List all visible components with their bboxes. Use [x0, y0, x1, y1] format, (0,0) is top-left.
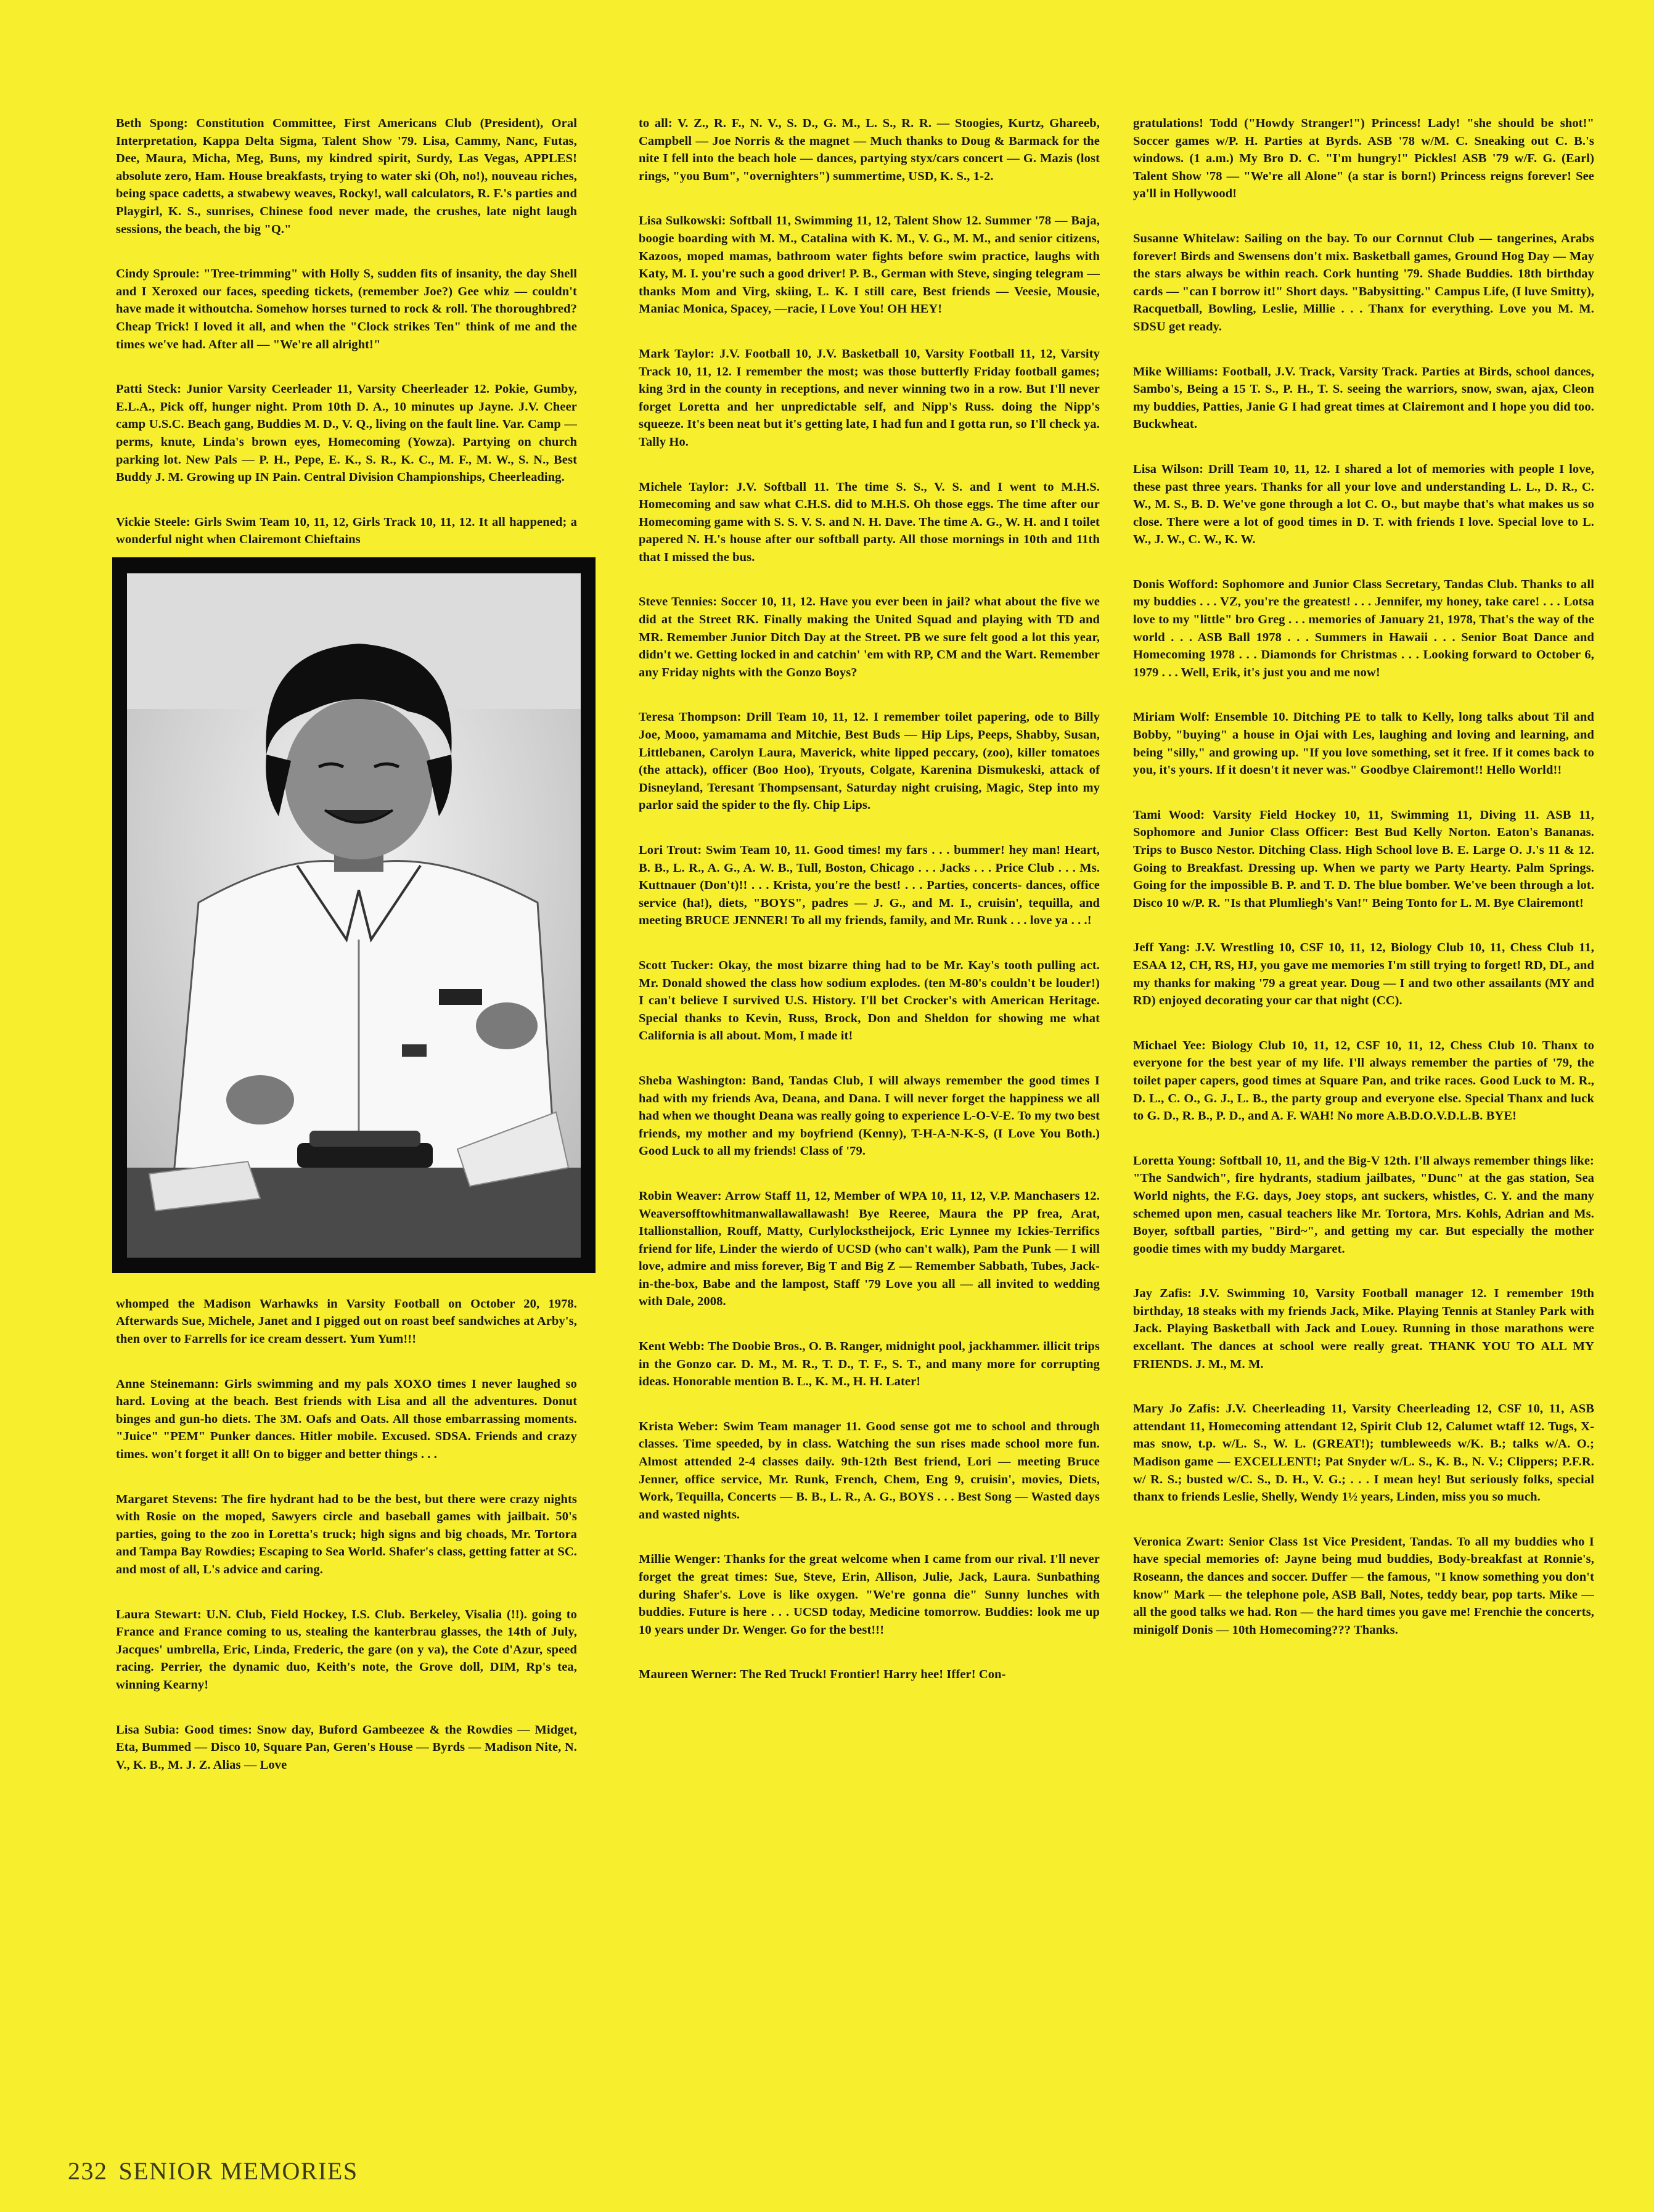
entry-krista-weber: Krista Weber: Swim Team manager 11. Good sense got me to school and through classes. Time speeded, by in class. Watching the sun rises made school more fun. Almost attended 2-4 classes daily. 9th-12th Best friend, Lori — meeting Bruce Jenner, office service, Mr. Runk, French, Chem, Eng 9, cruisin', movies, Diets, Work, Tequilla, Concerts — B. B., L. R., A. G., BOYS . . . Best Song — Wasted days and wasted nights.	[639, 1419, 1100, 1522]
entry-beth-spong: Beth Spong: Constitution Committee, First Americans Club (President), Oral Interpretation, Kappa Delta Sigma, Talent Show '79. Lisa, Cammy, Nanc, Futas, Dee, Maura, Micha, Meg, Buns, my kindred spirit, Surdy, Las Vegas, APPLES! absolute zero, Ham. House breakfasts, trying to water ski (Oh, no!), nouveau riches, being space cadetts, a stwabewy weaves, Rocky!, wall calculators, R. F.'s parties and Playgirl, K. S., sunrises, Chinese food never made, the crushes, late night laugh sessions, the beach, the big "Q."	[116, 117, 577, 236]
entry-lisa-wilson: Lisa Wilson: Drill Team 10, 11, 12. I shared a lot of memories with people I love, these past three years. Thanks for all your love and understanding L. L., D. R., C. W., M. S., B. D. We've gone through a lot C. O., but maybe that's what makes us so close. There were a lot of good times in D. T. with friends I love. Special love to L. W., J. W., C. W., K. W.	[1133, 462, 1594, 547]
section-title: SENIOR MEMORIES	[118, 2157, 358, 2185]
page-number: 232	[68, 2157, 108, 2185]
entry-margaret-stevens: Margaret Stevens: The fire hydrant had to be the best, but there were crazy nights with Rosie on the moped, Sawyers circle and baseball games with jailbait. 50's parties, going to the zoo in Loretta's truck; high signs and big choads, Mr. Tortora and Tampa Bay Rowdies; Escaping to Sea World. Shafer's class, getting fatter at SC. and most of all, L's advice and caring.	[116, 1492, 577, 1576]
entry-mike-williams: Mike Williams: Football, J.V. Track, Varsity Track. Parties at Birds, school dances, Sambo's, Being a 15 T. S., P. H., T. S. seeing the warriors, snow, swan, ajax, Cleon my buddies, Patties, Janie G I had great times at Clairemont and I hope you did too. Buckwheat.	[1133, 364, 1594, 432]
senior-photo	[112, 557, 596, 1273]
entry-lisa-sulkowski: Lisa Sulkowski: Softball 11, Swimming 11, 12, Talent Show 12. Summer '78 — Baja, boogie boarding with M. M., Catalina with K. M., V. G., M. M., and senior citizens, Kazoos, moped mamas, bathroom water fights before swim practice, laughs with Katy, M. I. you're such a good driver! P. B., German with Steve, singing telegram — thanks Mom and Virg, skiing, L. K. I still care, Best friends — Veesie, Mousie, Maniac Monica, Spacey, —racie, I Love You! OH HEY!	[639, 214, 1100, 316]
entry-mary-jo-zafis: Mary Jo Zafis: J.V. Cheerleading 11, Varsity Cheerleading 12, CSF 10, 11, ASB attendant 11, Homecoming attendant 12, Spirit Club 12, Calumet wtaff 12. Tugs, X-mas snow, t.p. w/L. S., W. L. (GREAT!); tumbleweeds w/K. B.; talks w/A. O.; Madison game — EXCELLENT!; Pat Snyder w/L. S., K. B., N. V.; Clippers; P.F.R. w/ R. S.; busted w/C. S., D. H., V. G.; . . . I mean hey! But seriously folks, special thanx to friends Leslie, Shelly, Wendy 1½ years, Linden, miss you so much.	[1133, 1402, 1594, 1504]
entry-patti-steck: Patti Steck: Junior Varsity Ceerleader 11, Varsity Cheerleader 12. Pokie, Gumby, E.L.A., Pick off, hunger night. Prom 10th D. A., 10 minutes up Jayne. J.V. Cheer camp U.S.C. Beach gang, Buddies M. D., V. Q., living on the fault line. Var. Camp — perms, knute, Linda's brown eyes, Homecoming (Yowza). Partying on church parking lot. New Pals — P. H., Pepe, E. K., S. R., K. C., M. F., M. W., S. N., Best Buddy J. M. Growing up IN Pain. Central Division Championships, Cheerleading.	[116, 382, 577, 485]
entry-veronica-zwart: Veronica Zwart: Senior Class 1st Vice President, Tandas. To all my buddies who I have special memories of: Jayne being mud buddies, Body-breakfast at Ronnie's, Roseann, the dances and soccer. Duffer — the famous, "I know something you don't know" Mark — the telephone pole, ASB Ball, Notes, teddy bear, pop tarts. Mike — all the good talks we had. Ron — the hard times you gave me! Frenchie the concerts, minigolf Donis — 10th Homecoming??? Thanks.	[1133, 1534, 1594, 1637]
entry-millie-wenger: Millie Wenger: Thanks for the great welcome when I came from our rival. I'll never forget the great times: Sue, Steve, Erin, Allison, Julie, Jack, Laura. Sunbathing during Shafer's. Love is like oxygen. "We're gonna die" Sunny lunches with buddies. Future is here . . . UCSD today, Medicine tomorrow. Buddies: look me up 10 years under Dr. Wenger. Go for the best!!!	[639, 1552, 1100, 1637]
entry-lori-trout: Lori Trout: Swim Team 10, 11. Good times! my fars . . . bummer! hey man! Heart, B. B., L. R., A. G., A. W. B., Tull, Boston, Chicago . . . Jacks . . . Price Club . . . Ms. Kuttnauer (Don't)!! . . . Krista, you're the best! . . . Parties, concerts- dances, office service (ha!), diets, "BOYS", padres — J. G., and M. I., cruisin', tequilla, and meeting BRUCE JENNER! To all my friends, family, and Mr. Runk . . . love ya . . .!	[639, 843, 1100, 928]
entry-maureen-werner-cont: gratulations! Todd ("Howdy Stranger!") Princess! Lady! "she should be shot!" Soccer games w/P. H. Parties at Byrds. ASB '78 w/M. C. Sneaking out C. B.'s windows. (1 a.m.) My Bro D. C. "I'm hungry!" Pickles! ASB '79 w/F. G. (Earl) Talent Show '78 — "We're all Alone" (a star is born!) Princess reigns forever! See ya'll in Hollywood!	[1133, 117, 1594, 201]
page-footer	[68, 2157, 358, 2185]
entry-loretta-young: Loretta Young: Softball 10, 11, and the Big-V 12th. I'll always remember things like: "The Sandwich", fire hydrants, stadium jailbates, "Dunc" at the gas station, Sea World nights, the F.G. days, Joey stops, ant suckers, whistles, C. Y. and the many schemed upon men, casual teachers like Mr. Tortora, Mrs. Kohls, Adrian and Ms. Boyer, softball parties, "Bird~", and getting my car. But especially the mother goodie times with my buddy Margaret.	[1133, 1153, 1594, 1256]
entry-teresa-thompson: Teresa Thompson: Drill Team 10, 11, 12. I remember toilet papering, ode to Billy Joe, Mooo, yamamama and Mitchie, Best Buds — Hip Lips, Peeps, Shabby, Susan, Littlebanen, Carolyn Laura, Maverick, white lipped peccary, (zoo), killer tomatoes (the attack), officer (Boo Hoo), Tryouts, Colgate, Karenina Dismukeski, attack of Disneyland, Teresant Thompsensant, Saturday night cruising, Magic, Step into my parlor said the spider to the fly. Chip Lips.	[639, 710, 1100, 813]
entry-michael-yee: Michael Yee: Biology Club 10, 11, 12, CSF 10, 11, 12, Chess Club 10. Thanx to everyone for the best year of my life. I'll always remember the parties of '79, the toilet paper capers, good times at Square Pan, and trike races. Good Luck to M. R., D. L., C. O., G. J., L. B., the party group and everyone else. Special Thanx and luck to G. D., R. B., P. D., and A. F. WAH! No more A.B.D.O.V.D.L.B. BYE!	[1133, 1038, 1594, 1123]
entry-tami-wood: Tami Wood: Varsity Field Hockey 10, 11, Swimming 11, Diving 11. ASB 11, Sophomore and Junior Class Officer: Best Bud Kelly Norton. Eaton's Bananas. Trips to Busco Nestor. Ditching Class. High School love B. E. Large O. J.'s 11 & 12. Going to Breakfast. Dressing up. When we party we Party Hearty. Palm Springs. Going for the impossible B. P. and T. D. The blue bomber. We've been through a lot. Disco 10 w/P. R. "Is that Plumliegh's Van!" Being Tonto for L. M. Bye Clairemont!	[1133, 808, 1594, 910]
entry-susanne-whitelaw: Susanne Whitelaw: Sailing on the bay. To our Cornnut Club — tangerines, Arabs forever! Birds and Swensens don't mix. Basketball games, Ground Hog Day — May the stars always be within reach. Cork hunting '79. Shade Buddies. 18th birthday cards — "can I borrow it!" Short days. "Babysitting." Campus Life, (I luve Smitty), Racquetball, Bowling, Leslie, Millie . . . Thanx for everything. Love you M. M. SDSU get ready.	[1133, 231, 1594, 334]
entry-cindy-sproule: Cindy Sproule: "Tree-trimming" with Holly S, sudden fits of insanity, the day Shell and I Xeroxed our faces, speeding tickets, (remember Joe?) Gee whiz — couldn't have made it withoutcha. Somehow horses turned to rock & roll. The thoroughbred? Cheap Trick! I loved it all, and when the "Clock strikes Ten" think of me and the times we've had. After all — "We're all alright!"	[116, 267, 577, 351]
entry-jeff-yang: Jeff Yang: J.V. Wrestling 10, CSF 10, 11, 12, Biology Club 10, 11, Chess Club 11, ESAA 12, CH, RS, HJ, you gave me memories I'm still trying to forget! RD, DL, and my thanks for making '79 a great year. Doug — I and two other assailants (MY and RD) enjoyed decorating your car that night (CC).	[1133, 941, 1594, 1008]
entry-lisa-subia: Lisa Subia: Good times: Snow day, Buford Gambeezee & the Rowdies — Midget, Eta, Bummed — Disco 10, Square Pan, Geren's House — Byrds — Madison Nite, N. V., K. B., M. J. Z. Alias — Love	[116, 1722, 577, 1772]
entry-kent-webb: Kent Webb: The Doobie Bros., O. B. Ranger, midnight pool, jackhammer. illicit trips in the Gonzo car. D. M., M. R., T. D., T. F., S. T., and many more for corrupting ideas. Honorable mention B. L., K. M., H. H. Later!	[639, 1340, 1100, 1389]
entry-vickie-steele-cont: whomped the Madison Warhawks in Varsity Football on October 20, 1978. Afterwards Sue, Michele, Janet and I pigged out on roast beef sandwiches at Arby's, then over to Farrells for ice cream dessert. Yum Yum!!!	[116, 1296, 577, 1346]
entry-steve-tennies: Steve Tennies: Soccer 10, 11, 12. Have you ever been in jail? what about the five we did at the Street RK. Finally making the United Squad and playing with TD and MR. Remember Junior Ditch Day at the Street. PB we sure felt good a lot this year, didn't we. Getting locked in and catchin' 'em with RP, CM and the Wart. Remember any Friday nights with the Gonzo Boys?	[639, 595, 1100, 679]
entry-donis-wofford: Donis Wofford: Sophomore and Junior Class Secretary, Tandas Club. Thanks to all my buddies . . . VZ, you're the greatest! . . . Jennifer, my honey, take care! . . . Lotsa love to my "little" bro Greg . . . memories of January 21, 1978, That's the way of the world . . . ASB Ball 1978 . . . Summers in Hawaii . . . Senior Boat Dance and Homecoming 1978 . . . Diamonds for Christmas . . . Looking forward to October 6, 1979 . . . Well, Erik, it's just you and me now!	[1133, 577, 1594, 679]
entry-sheba-washington: Sheba Washington: Band, Tandas Club, I will always remember the good times I had with my friends Ava, Deana, and Dana. I will never forget the happiness we all had when we thought Deana was really going to experience L-O-V-E. To my two best friends, my mother and my boyfriend (Kenny), T-H-A-N-K-S, (I Love You Both.) Good Luck to all my friends! Class of '79.	[639, 1073, 1100, 1158]
entry-vickie-steele: Vickie Steele: Girls Swim Team 10, 11, 12, Girls Track 10, 11, 12. It all happened; a wonderful night when Clairemont Chieftains	[116, 515, 577, 547]
column-right	[1133, 115, 1594, 1666]
entry-miriam-wolf: Miriam Wolf: Ensemble 10. Ditching PE to talk to Kelly, long talks about Til and Bobby, "buying" a house in Ojai with Les, laughing and loving and learning, and being "silly," and growing up. "If you love something, set it free. If it comes back to you, it's yours. If it doesn't it never was." Goodbye Clairemont!! Hello World!!	[1133, 710, 1594, 777]
entry-mark-taylor: Mark Taylor: J.V. Football 10, J.V. Basketball 10, Varsity Football 11, 12, Varsity Track 10, 11, 12. I remember the most; was those butterfly Friday football games; king 3rd in the county in receptions, and never winning two in a row. But I'll never forget Loretta and her unpredictable self, and Nipp's Russ. doing the Nipp's squeeze. It's been neat but it's getting late, I had fun and I gotta run, so I'll check ya. Tally Ho.	[639, 346, 1100, 449]
entry-laura-stewart: Laura Stewart: U.N. Club, Field Hockey, I.S. Club. Berkeley, Visalia (!!). going to France and France coming to us, stealing the kanterbrau glasses, the 14th of July, Jacques' umbrella, Eric, Linda, Frederic, the gare (on y va), the Cote d'Azur, speed racing. Perrier, the dynamic duo, Keith's note, the Grove doll, DIM, Rp's tea, winning Kearny!	[116, 1607, 577, 1692]
column-middle	[639, 115, 1100, 1711]
entry-robin-weaver: Robin Weaver: Arrow Staff 11, 12, Member of WPA 10, 11, 12, V.P. Manchasers 12. Weaversofftowhitmanwallawallawash! Bye Reeree, Maura the PP frea, Arat, Itallionstallion, Rouff, Matty, Curlylockstheijock, Eric Lynnee my Ickies-Terrifics friend for life, Linder the wierdo of UCSD (who can't walk), Pam the Punk — I will love, admire and miss forever, Big T and Big Z — Remember Sabbath, Tubes, Jack-in-the-box, Babe and the lampost, Staff '79 Love you all — all invited to wedding with Dale, 2008.	[639, 1189, 1100, 1309]
entry-anne-steinemann: Anne Steinemann: Girls swimming and my pals XOXO times I never laughed so hard. Loving at the beach. Best friends with Lisa and all the adventures. Donut binges and gun-ho diets. The 3M. Oafs and Oats. All those embarrassing moments. "Juice" "PEM" Punker dances. Hitler mobile. Excused. SDSA. Friends and crazy times. won't forget it all! On to bigger and better things . . .	[116, 1377, 577, 1462]
column-left	[116, 115, 577, 1801]
photo-image	[112, 557, 596, 1273]
entry-maureen-werner: Maureen Werner: The Red Truck! Frontier! Harry hee! Iffer! Con-	[639, 1668, 1006, 1682]
entry-michele-taylor: Michele Taylor: J.V. Softball 11. The time S. S., V. S. and I went to M.H.S. Homecoming and saw what C.H.S. did to M.H.S. Oh those eggs. The time after our Homecoming game with S. S. V. S. and N. H. Dave. The time A. G., W. H. and I toilet papered N. H.'s house after our softball party. All those mornings in 10th and 11th that I missed the bus.	[639, 480, 1100, 564]
entry-jay-zafis: Jay Zafis: J.V. Swimming 10, Varsity Football manager 12. I remember 19th birthday, 18 steaks with my friends Jack, Mike. Playing Tennis at Stanley Park with Jack. Playing Basketball with Jack and Louey. Running in those marathons were excellant. The dances at school were really great. THANK YOU TO ALL MY FRIENDS. J. M., M. M.	[1133, 1287, 1594, 1371]
entry-lisa-subia-cont: to all: V. Z., R. F., N. V., S. D., G. M., L. S., R. R. — Stoogies, Kurtz, Ghareeb, Campbell — Joe Norris & the magnet — Much thanks to Doug & Barmack for the nite I fell into the beach hole — dances, partying styx/cars concert — G. Mazis (lost rings, "you Bum", "overnighters") summertime, USD, K. S., 1-2.	[639, 117, 1100, 183]
entry-scott-tucker: Scott Tucker: Okay, the most bizarre thing had to be Mr. Kay's tooth pulling act. Mr. Donald showed the class how sodium explodes. (ten M-80's couldn't be louder!) I can't believe I survived U.S. History. I'll bet Crocker's with American Heritage. Special thanks to Kevin, Russ, Brock, Don and Sheldon for showing me what California is all about. Mom, I made it!	[639, 958, 1100, 1043]
